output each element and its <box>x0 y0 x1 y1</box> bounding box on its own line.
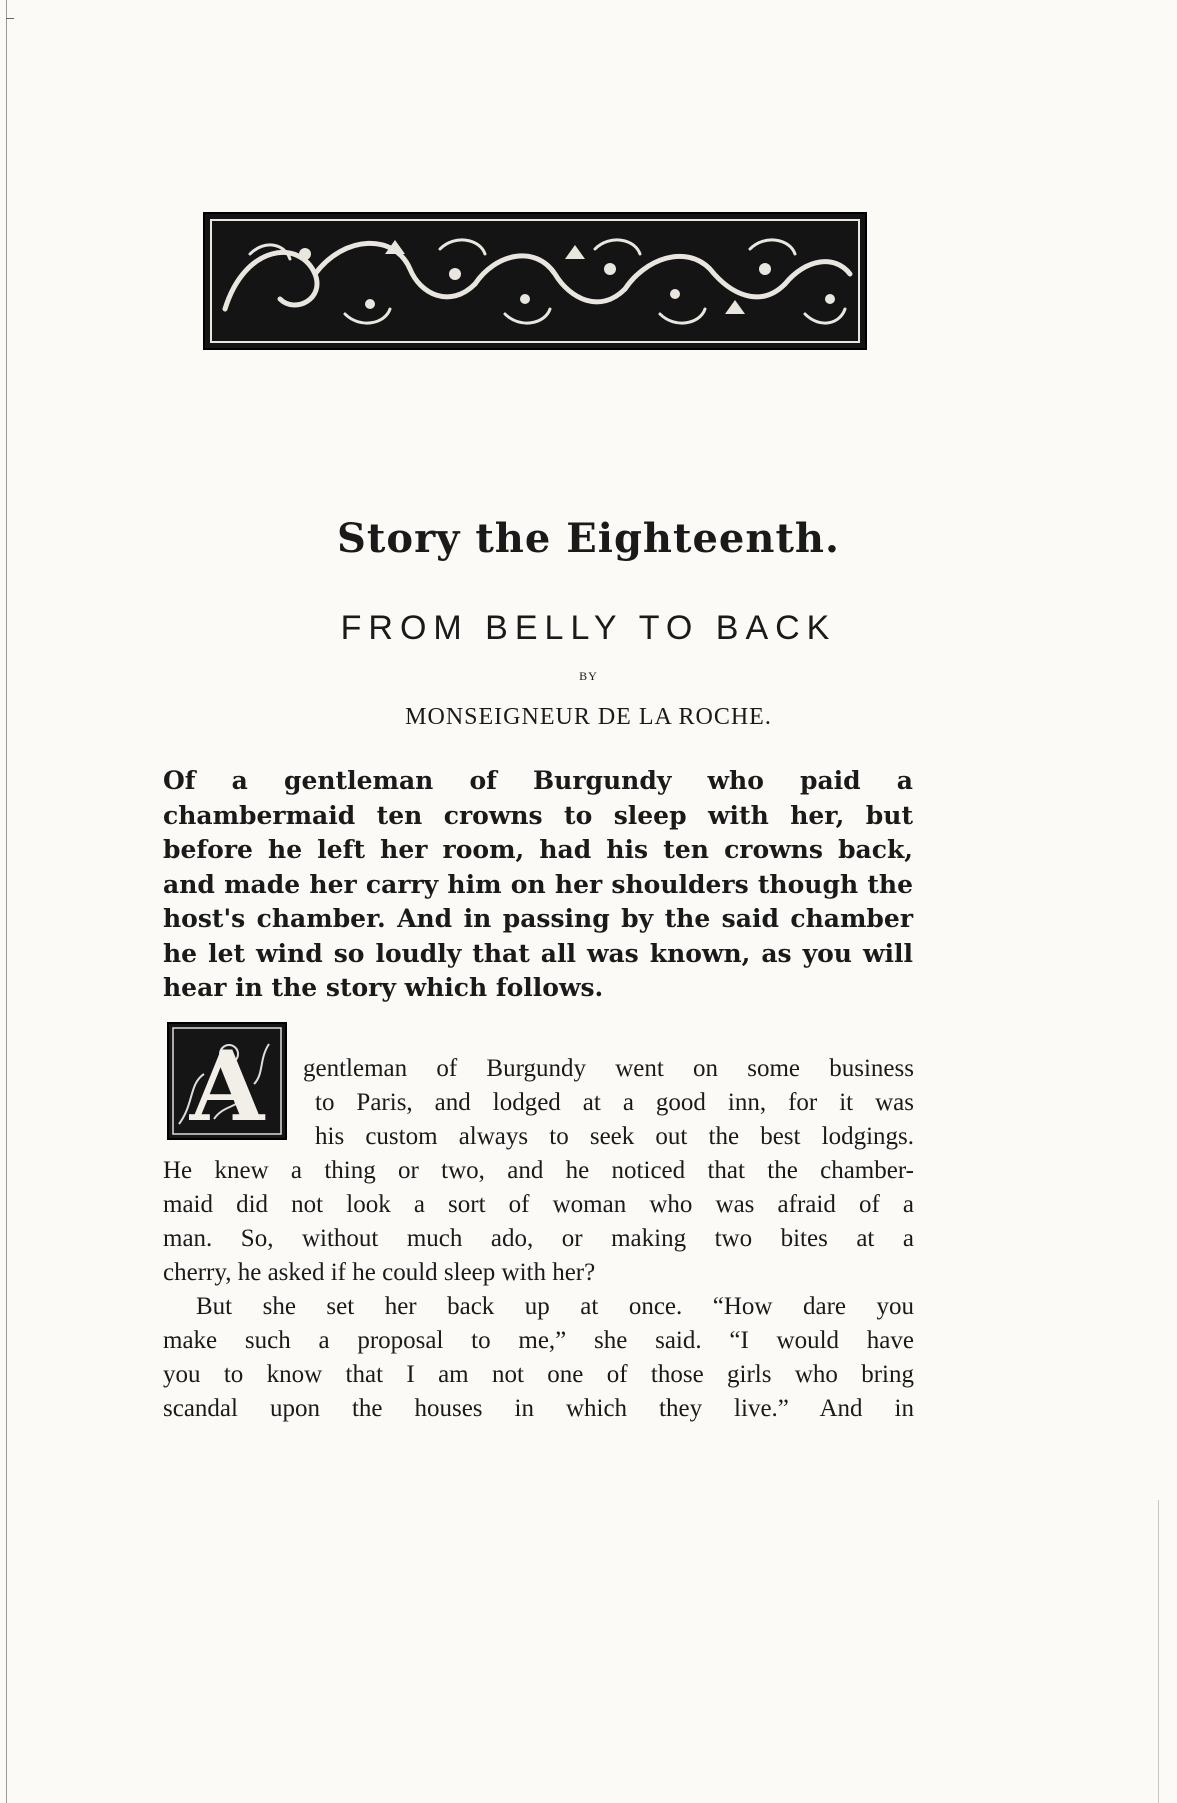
body-line: make such a proposal to me,” she said. “I would have <box>163 1327 914 1354</box>
page-edge-tick <box>6 18 14 19</box>
story-summary: Of a gentleman of Burgundy who paid a chambermaid ten crowns to sleep with her, but before he left her room, had his ten crowns back, and made her carry him on her shoulders though the host's chamber. And in passing by the said chamber he let wind so loudly that all was known, as you will hear in the story which follows. <box>163 766 913 1002</box>
body-line: to Paris, and lodged at a good inn, for it was <box>315 1089 914 1116</box>
body-line: his custom always to seek out the best lodgings. <box>315 1123 914 1150</box>
body-line: But she set her back up at once. “How dare you <box>196 1293 914 1320</box>
page-edge-line-right <box>1158 1500 1159 1803</box>
body-line: scandal upon the houses in which they live.” And in <box>163 1395 914 1422</box>
byline-label: BY <box>579 669 598 683</box>
page-edge-line <box>6 0 7 1803</box>
story-subtitle: FROM BELLY TO BACK <box>340 609 837 647</box>
body-line: maid did not look a sort of woman who was afraid of a <box>163 1191 914 1218</box>
ornamental-headpiece <box>203 212 867 350</box>
story-title: Story the Eighteenth. <box>337 515 840 562</box>
body-line: man. So, without much ado, or making two bites at a <box>163 1225 914 1252</box>
body-line: you to know that I am not one of those girls who bring <box>163 1361 914 1388</box>
author-name: MONSEIGNEUR DE LA ROCHE. <box>405 704 772 730</box>
body-line: gentleman of Burgundy went on some business <box>303 1055 914 1082</box>
story-body <box>163 1052 914 1426</box>
body-line: He knew a thing or two, and he noticed that the chamber- <box>163 1157 914 1184</box>
drop-cap-letter: A <box>189 1030 265 1138</box>
body-line: cherry, he asked if he could sleep with her? <box>163 1259 596 1286</box>
